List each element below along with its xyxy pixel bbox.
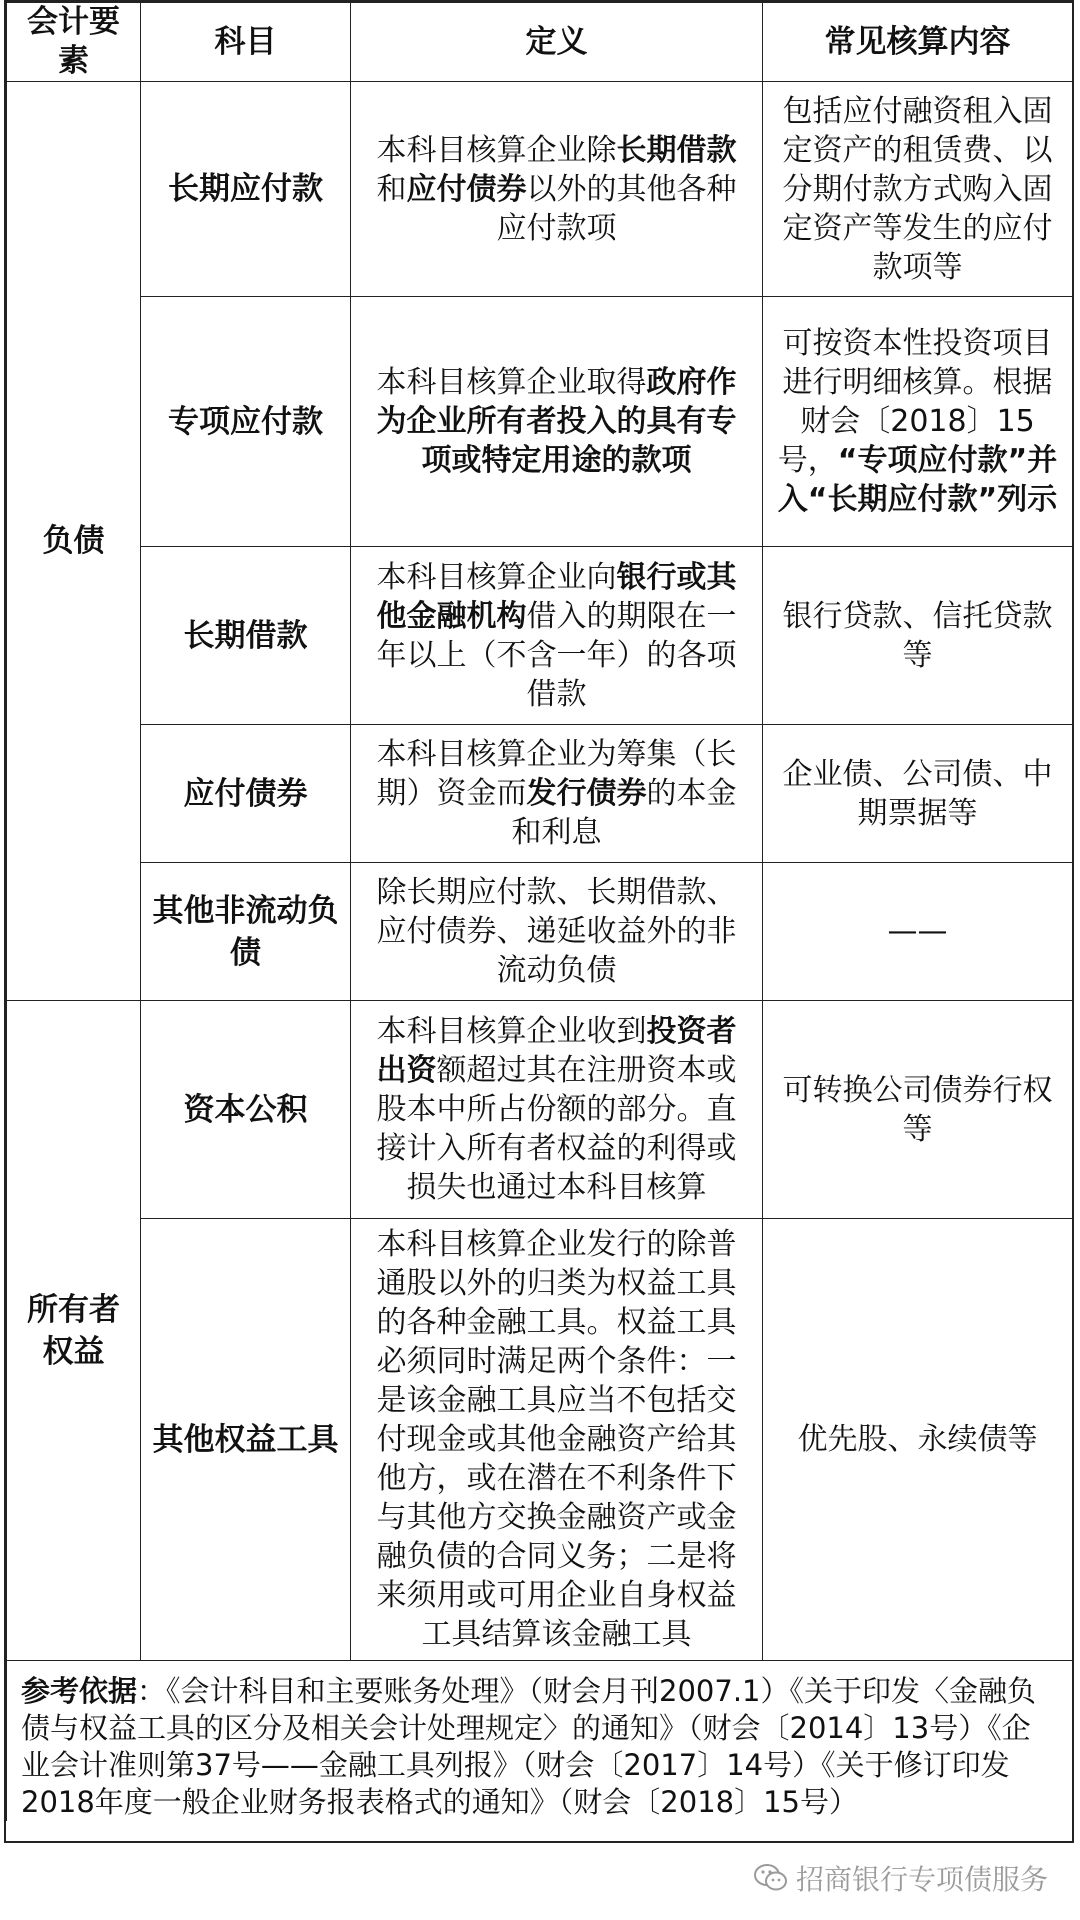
table-row — [7, 725, 1073, 863]
header-definition: 定义 — [351, 3, 763, 82]
subject-cell: 资本公积 — [141, 1001, 351, 1219]
definition-cell — [351, 297, 763, 547]
def-text: 和 — [376, 171, 407, 207]
table-row — [7, 1001, 1073, 1219]
def-text: 本科目核算企业向 — [376, 559, 617, 595]
accounting-table-sheet — [4, 0, 1074, 1843]
common-cell: 银行贷款、信托贷款等 — [763, 547, 1073, 725]
subject-cell: 其他非流动负债 — [141, 863, 351, 1001]
subject-cell: 长期借款 — [141, 547, 351, 725]
common-cell: 包括应付融资租入固定资产的租赁费、以分期付款方式购入固定资产等发生的应付款项等 — [763, 82, 1073, 297]
def-text: 以外的其他各种应付款项 — [496, 171, 737, 246]
def-text: 本科目核算企业除 — [376, 132, 617, 168]
def-bold: 发行债券 — [526, 776, 647, 811]
group-liability: 负债 — [7, 82, 141, 1001]
table-row — [7, 547, 1073, 725]
header-common-content: 常见核算内容 — [763, 3, 1073, 82]
def-bold: 长期借款 — [616, 132, 737, 168]
definition-cell — [351, 725, 763, 863]
wechat-icon — [754, 1863, 788, 1893]
table-row — [7, 863, 1073, 1001]
header-element: 会计要素 — [7, 3, 141, 82]
def-bold: 银行或其他金融机构 — [376, 559, 737, 634]
subject-cell: 其他权益工具 — [141, 1219, 351, 1661]
notes-row — [7, 1661, 1073, 1822]
reference-notes — [7, 1661, 1073, 1822]
table-header-row — [7, 3, 1073, 82]
def-bold: 政府作为企业所有者投入的具有专项或特定用途的款项 — [376, 365, 737, 478]
def-text: 本科目核算企业收到 — [376, 1014, 647, 1049]
def-text: 本科目核算企业取得 — [376, 365, 647, 400]
def-bold: 应付债券 — [406, 171, 527, 207]
common-cell: 优先股、永续债等 — [763, 1219, 1073, 1661]
accounting-elements-table — [6, 2, 1073, 1821]
def-text: 本科目核算企业为筹集（长期）资金而 — [376, 737, 737, 811]
common-bold: “专项应付款”并入“长期应付款”列示 — [777, 443, 1058, 517]
watermark — [754, 1858, 1048, 1898]
def-text: 额超过其在注册资本或股本中所占份额的部分。直接计入所有者权益的利得或损失也通过本科目核算 — [376, 1053, 737, 1205]
definition-cell — [351, 547, 763, 725]
subject-cell: 长期应付款 — [141, 82, 351, 297]
subject-cell: 应付债券 — [141, 725, 351, 863]
definition-cell: 本科目核算企业发行的除普通股以外的归类为权益工具的各种金融工具。权益工具必须同时满足两个条件：一是该金融工具应当不包括交付现金或其他金融资产给其他方，或在潜在不利条件下与其他方交换金融资产或金融负债的合同义务；二是将来须用或可用企业自身权益工具结算该金融工具 — [351, 1219, 763, 1661]
common-cell: 可转换公司债券行权等 — [763, 1001, 1073, 1219]
common-cell: —— — [763, 863, 1073, 1001]
def-bold: 投资者出资 — [376, 1014, 737, 1088]
definition-cell — [351, 1001, 763, 1219]
notes-label: 参考依据 — [21, 1674, 138, 1708]
definition-cell — [351, 82, 763, 297]
common-text: 可按资本性投资项目进行明细核算。根据财会〔2018〕15号， — [777, 326, 1053, 478]
definition-cell: 除长期应付款、长期借款、应付债券、递延收益外的非流动负债 — [351, 863, 763, 1001]
watermark-text: 招商银行专项债服务 — [795, 1863, 1048, 1896]
table-row — [7, 1219, 1073, 1661]
common-cell: 企业债、公司债、中期票据等 — [763, 725, 1073, 863]
table-row — [7, 297, 1073, 547]
table-row — [7, 82, 1073, 297]
subject-cell: 专项应付款 — [141, 297, 351, 547]
def-text: 的本金和利息 — [511, 776, 737, 850]
group-equity: 所有者权益 — [7, 1001, 141, 1661]
common-cell — [763, 297, 1073, 547]
notes-text: ：《会计科目和主要账务处理》（财会月刊2007.1）《关于印发〈金融负债与权益工具的区分及相关会计处理规定〉的通知》（财会〔2014〕13号）《企业会计准则第37号——金融工具列报》（财会〔2017〕14号）《关于修订印发2018年度一般企业财务报表格式的通知》（财会〔2018〕15号） — [21, 1674, 1036, 1819]
def-text: 借入的期限在一年以上（不含一年）的各项借款 — [376, 598, 737, 712]
header-subject: 科目 — [141, 3, 351, 82]
